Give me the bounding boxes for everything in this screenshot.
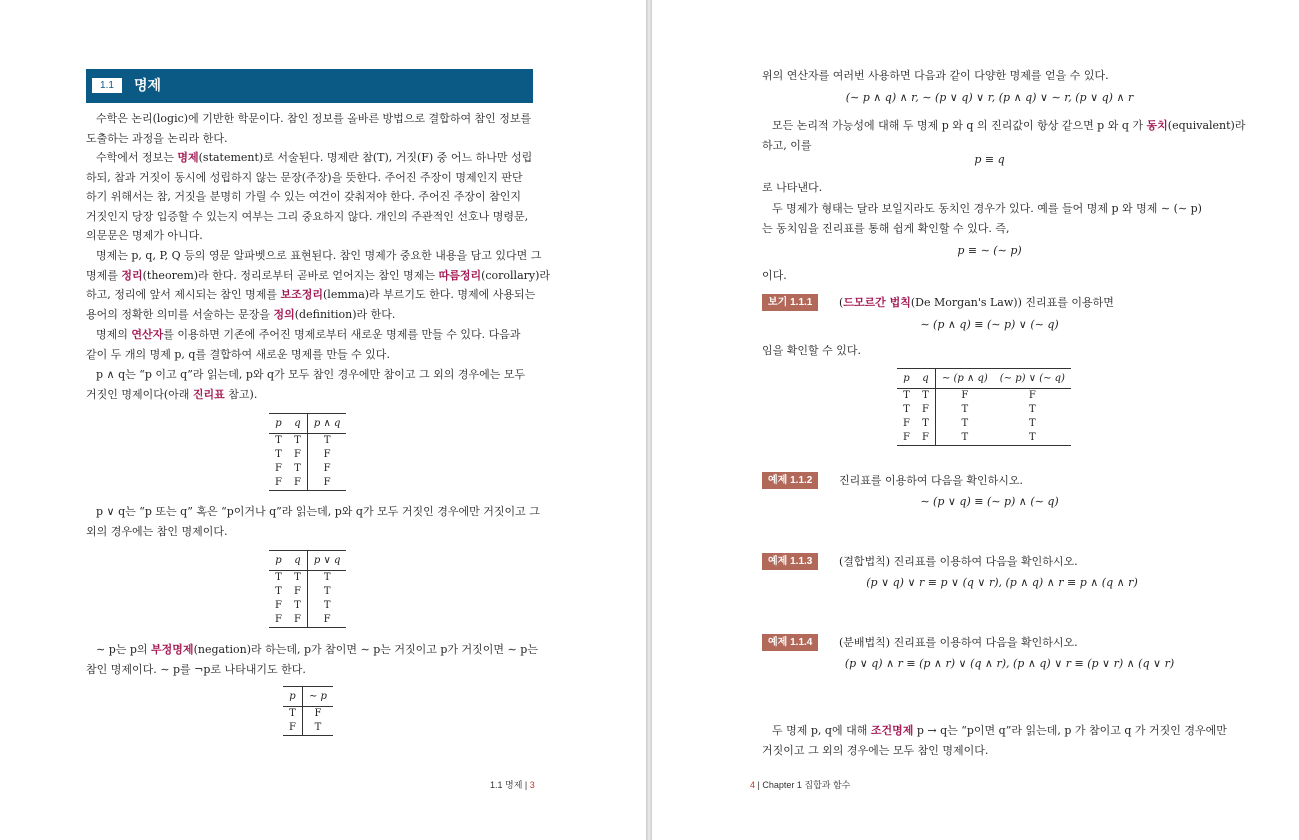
table-row: T F T T	[903, 404, 1036, 415]
text-line: 임을 확인할 수 있다.	[762, 344, 861, 357]
text-line: 명제는 p, q, P, Q 등의 영문 알파벳으로 표현된다. 참인 명제가 중요한 내용을 담고 있다면 그	[96, 249, 542, 262]
page-footer	[750, 778, 850, 791]
paragraph-confirm	[762, 341, 1217, 361]
equation-equivalence: p ≡ q	[974, 153, 1005, 166]
text-line: 같이 두 개의 명제 p, q를 결합하여 새로운 명제를 만들 수 있다.	[86, 347, 390, 361]
example-badge: 예제 1.1.4	[762, 634, 818, 651]
table-row: T T F F	[903, 390, 1036, 401]
text-line: 하기 위해서는 참, 거짓을 분명히 가릴 수 있는 여건이 갖춰져야 한다. 주어진 주장이 참인지	[86, 190, 521, 204]
footer-label: 1.1 명제 |	[490, 780, 528, 790]
page-footer	[490, 778, 535, 791]
paragraph-closing	[762, 266, 1217, 286]
text-line: 두 명제가 형태는 달라 보일지라도 동치인 경우가 있다. 예를 들어 명제 p 와 명제 ∼ (∼ p)	[772, 202, 1202, 215]
footer-label: | Chapter 1 집합과 함수	[757, 780, 851, 790]
example-text	[839, 293, 1219, 313]
text-line: (드모르간 법칙(De Morgan's Law)) 진리표를 이용하면	[839, 296, 1114, 309]
left-page	[0, 0, 646, 840]
paragraph-negation	[86, 640, 538, 679]
text-line: ∼ p는 p의 부정명제(negation)라 하는데, p가 참이면 ∼ p는 거짓이고 p가 거짓이면 ∼ p는	[96, 643, 538, 656]
paragraph-operators	[86, 325, 533, 364]
text-line: 용어의 정확한 의미를 서술하는 문장을 정의(definition)라 한다.	[86, 307, 396, 321]
text-line: 하되, 참과 거짓이 동시에 성립하지 않는 문장(주장)을 뜻한다. 주어진 주장이 명제인지 판단	[86, 170, 523, 184]
example-badge: 보기 1.1.1	[762, 294, 818, 311]
term-equivalent: 동치	[1146, 119, 1168, 132]
page-number: 4	[750, 780, 756, 790]
text-line: p ∧ q는 “p 이고 q”라 읽는데, p와 q가 모두 참인 경우에만 참이고 그 외의 경우에는 모두	[96, 368, 526, 381]
table-header: p ∧ q	[307, 414, 346, 434]
text-line: 로 나타낸다.	[762, 181, 823, 194]
section-header	[86, 69, 533, 103]
text-line: (분배법칙) 진리표를 이용하여 다음을 확인하시오.	[839, 636, 1078, 649]
paragraph-equivalence	[762, 116, 1246, 155]
paragraph-disjunction	[86, 502, 540, 541]
table-header: p	[269, 551, 288, 571]
right-page	[652, 0, 1299, 840]
table-header: p	[897, 369, 916, 389]
text-line: 위의 연산자를 여러번 사용하면 다음과 같이 다양한 명제를 얻을 수 있다.	[762, 69, 1109, 82]
table-row: T T T	[269, 434, 346, 449]
term-de-morgan: 드모르간 법칙	[843, 296, 911, 309]
truth-table-or	[269, 550, 346, 628]
table-header: p ∨ q	[307, 551, 346, 571]
paragraph-statement	[86, 148, 533, 246]
table-row: F T F	[269, 462, 346, 476]
table-header: p	[283, 687, 302, 707]
text-line: 수학은 논리(logic)에 기반한 학문이다. 참인 정보를 올바른 방법으로 결합하여 참인 정보를	[96, 112, 532, 125]
table-row: T F T	[269, 585, 346, 599]
text-line: (결합법칙) 진리표를 이용하여 다음을 확인하시오.	[839, 555, 1078, 568]
table-header: q	[288, 551, 307, 571]
example-badge: 예제 1.1.2	[762, 472, 818, 489]
term-operator: 연산자	[131, 328, 164, 341]
example-text	[839, 633, 1219, 653]
text-line: 수학에서 정보는 명제(statement)로 서술된다. 명제란 참(T), 거짓(F) 중 어느 하나만 성립	[96, 151, 533, 164]
example-text	[839, 471, 1219, 491]
page-number: 3	[529, 780, 535, 790]
text-line: 거짓이고 그 외의 경우에는 모두 참인 명제이다.	[762, 743, 989, 757]
paragraph-logic	[86, 109, 533, 148]
term-corollary: 따름정리	[438, 268, 482, 282]
table-header: ∼ (p ∧ q)	[935, 369, 993, 389]
text-line: 명제를 정리(theorem)라 한다. 정리로부터 곧바로 얻어지는 참인 명제는 따름정리(corollary)라	[86, 268, 551, 282]
equation-de-morgan: ∼ (p ∧ q) ≡ (∼ p) ∨ (∼ q)	[920, 318, 1059, 331]
text-line: 하고, 이를	[762, 138, 812, 152]
table-row: F T T	[269, 599, 346, 613]
table-row: F T	[283, 721, 333, 736]
term-negation: 부정명제	[151, 643, 194, 656]
table-header: ∼ p	[302, 687, 332, 707]
term-definition: 정의	[273, 307, 295, 321]
truth-table-and	[269, 413, 346, 491]
section-number: 1.1	[92, 78, 122, 93]
equation-example-4: (p ∨ q) ∧ r ≡ (p ∧ r) ∨ (q ∧ r), (p ∧ q) ∨ r ≡ (p ∨ r) ∧ (q ∨ r)	[844, 657, 1175, 670]
term-theorem: 정리	[121, 268, 143, 282]
term-lemma: 보조정리	[280, 288, 324, 302]
paragraph-notation	[762, 178, 1217, 198]
table-header: (∼ p) ∨ (∼ q)	[994, 369, 1071, 389]
table-header: q	[288, 414, 307, 434]
paragraph-conjunction	[86, 365, 533, 404]
paragraph-conditional	[762, 721, 1227, 760]
text-line: 두 명제 p, q에 대해 조건명제 p → q는 “p이면 q”라 읽는데, p 가 참이고 q 가 거짓인 경우에만	[772, 724, 1227, 737]
truth-table-de-morgan	[897, 368, 1071, 446]
table-header: q	[916, 369, 935, 389]
text-line: 명제의 연산자를 이용하면 기존에 주어진 명제로부터 새로운 명제를 만들 수 있다. 다음과	[96, 328, 521, 341]
text-line: 는 동치임을 진리표를 통해 쉽게 확인할 수 있다. 즉,	[762, 221, 1010, 235]
paragraph-operators-combined	[762, 66, 1217, 86]
table-header: p	[269, 414, 288, 434]
paragraph-double-negation	[762, 199, 1217, 238]
text-line: 진리표를 이용하여 다음을 확인하시오.	[839, 474, 1024, 487]
table-row: T F F	[269, 448, 346, 462]
table-row: F T T T	[903, 418, 1036, 429]
example-text	[839, 552, 1219, 572]
table-row: T T T	[269, 571, 346, 586]
text-line: 이다.	[762, 269, 787, 282]
text-line: 거짓인지 당장 입증할 수 있는지 여부는 그리 중요하지 않다. 개인의 주관적인 선호나 명령문,	[86, 209, 529, 223]
paragraph-theorem	[86, 246, 551, 324]
table-row: F F F	[269, 476, 346, 491]
text-line: 외의 경우에는 참인 명제이다.	[86, 524, 228, 538]
equation-combined: (∼ p ∧ q) ∧ r, ∼ (p ∨ q) ∨ r, (p ∧ q) ∨ ∼ r, (p ∨ q) ∧ r	[845, 91, 1134, 104]
text-line: 도출하는 과정을 논리라 한다.	[86, 131, 228, 145]
table-row: F F T T	[897, 431, 1071, 446]
text-line: 의문문은 명제가 아니다.	[86, 229, 203, 243]
term-conditional: 조건명제	[870, 724, 914, 737]
table-row: T F	[283, 707, 333, 722]
term-statement: 명제	[177, 151, 199, 164]
text-line: 하고, 정리에 앞서 제시되는 참인 명제를 보조정리(lemma)라 부르기도 한다. 명제에 사용되는	[86, 288, 536, 302]
text-line: 거짓인 명제이다(아래 진리표 참고).	[86, 387, 258, 401]
example-badge: 예제 1.1.3	[762, 553, 818, 570]
truth-table-not	[283, 686, 333, 736]
table-row: F F F	[269, 613, 346, 628]
equation-double-negation: p ≡ ∼ (∼ p)	[957, 244, 1022, 257]
section-title: 명제	[134, 77, 162, 93]
term-truth-table: 진리표	[192, 387, 225, 401]
text-line: 모든 논리적 가능성에 대해 두 명제 p 와 q 의 진리값이 항상 같으면 p 와 q 가 동치(equivalent)라	[772, 119, 1246, 132]
equation-example-2: ∼ (p ∨ q) ≡ (∼ p) ∧ (∼ q)	[920, 495, 1059, 508]
text-line: p ∨ q는 “p 또는 q” 혹은 “p이거나 q”라 읽는데, p와 q가 모두 거짓인 경우에만 거짓이고 그	[96, 505, 540, 518]
text-line: 참인 명제이다. ∼ p를 ¬p로 나타내기도 한다.	[86, 662, 306, 676]
equation-example-3: (p ∨ q) ∨ r ≡ p ∨ (q ∨ r), (p ∧ q) ∧ r ≡ p ∧ (q ∧ r)	[866, 576, 1138, 589]
